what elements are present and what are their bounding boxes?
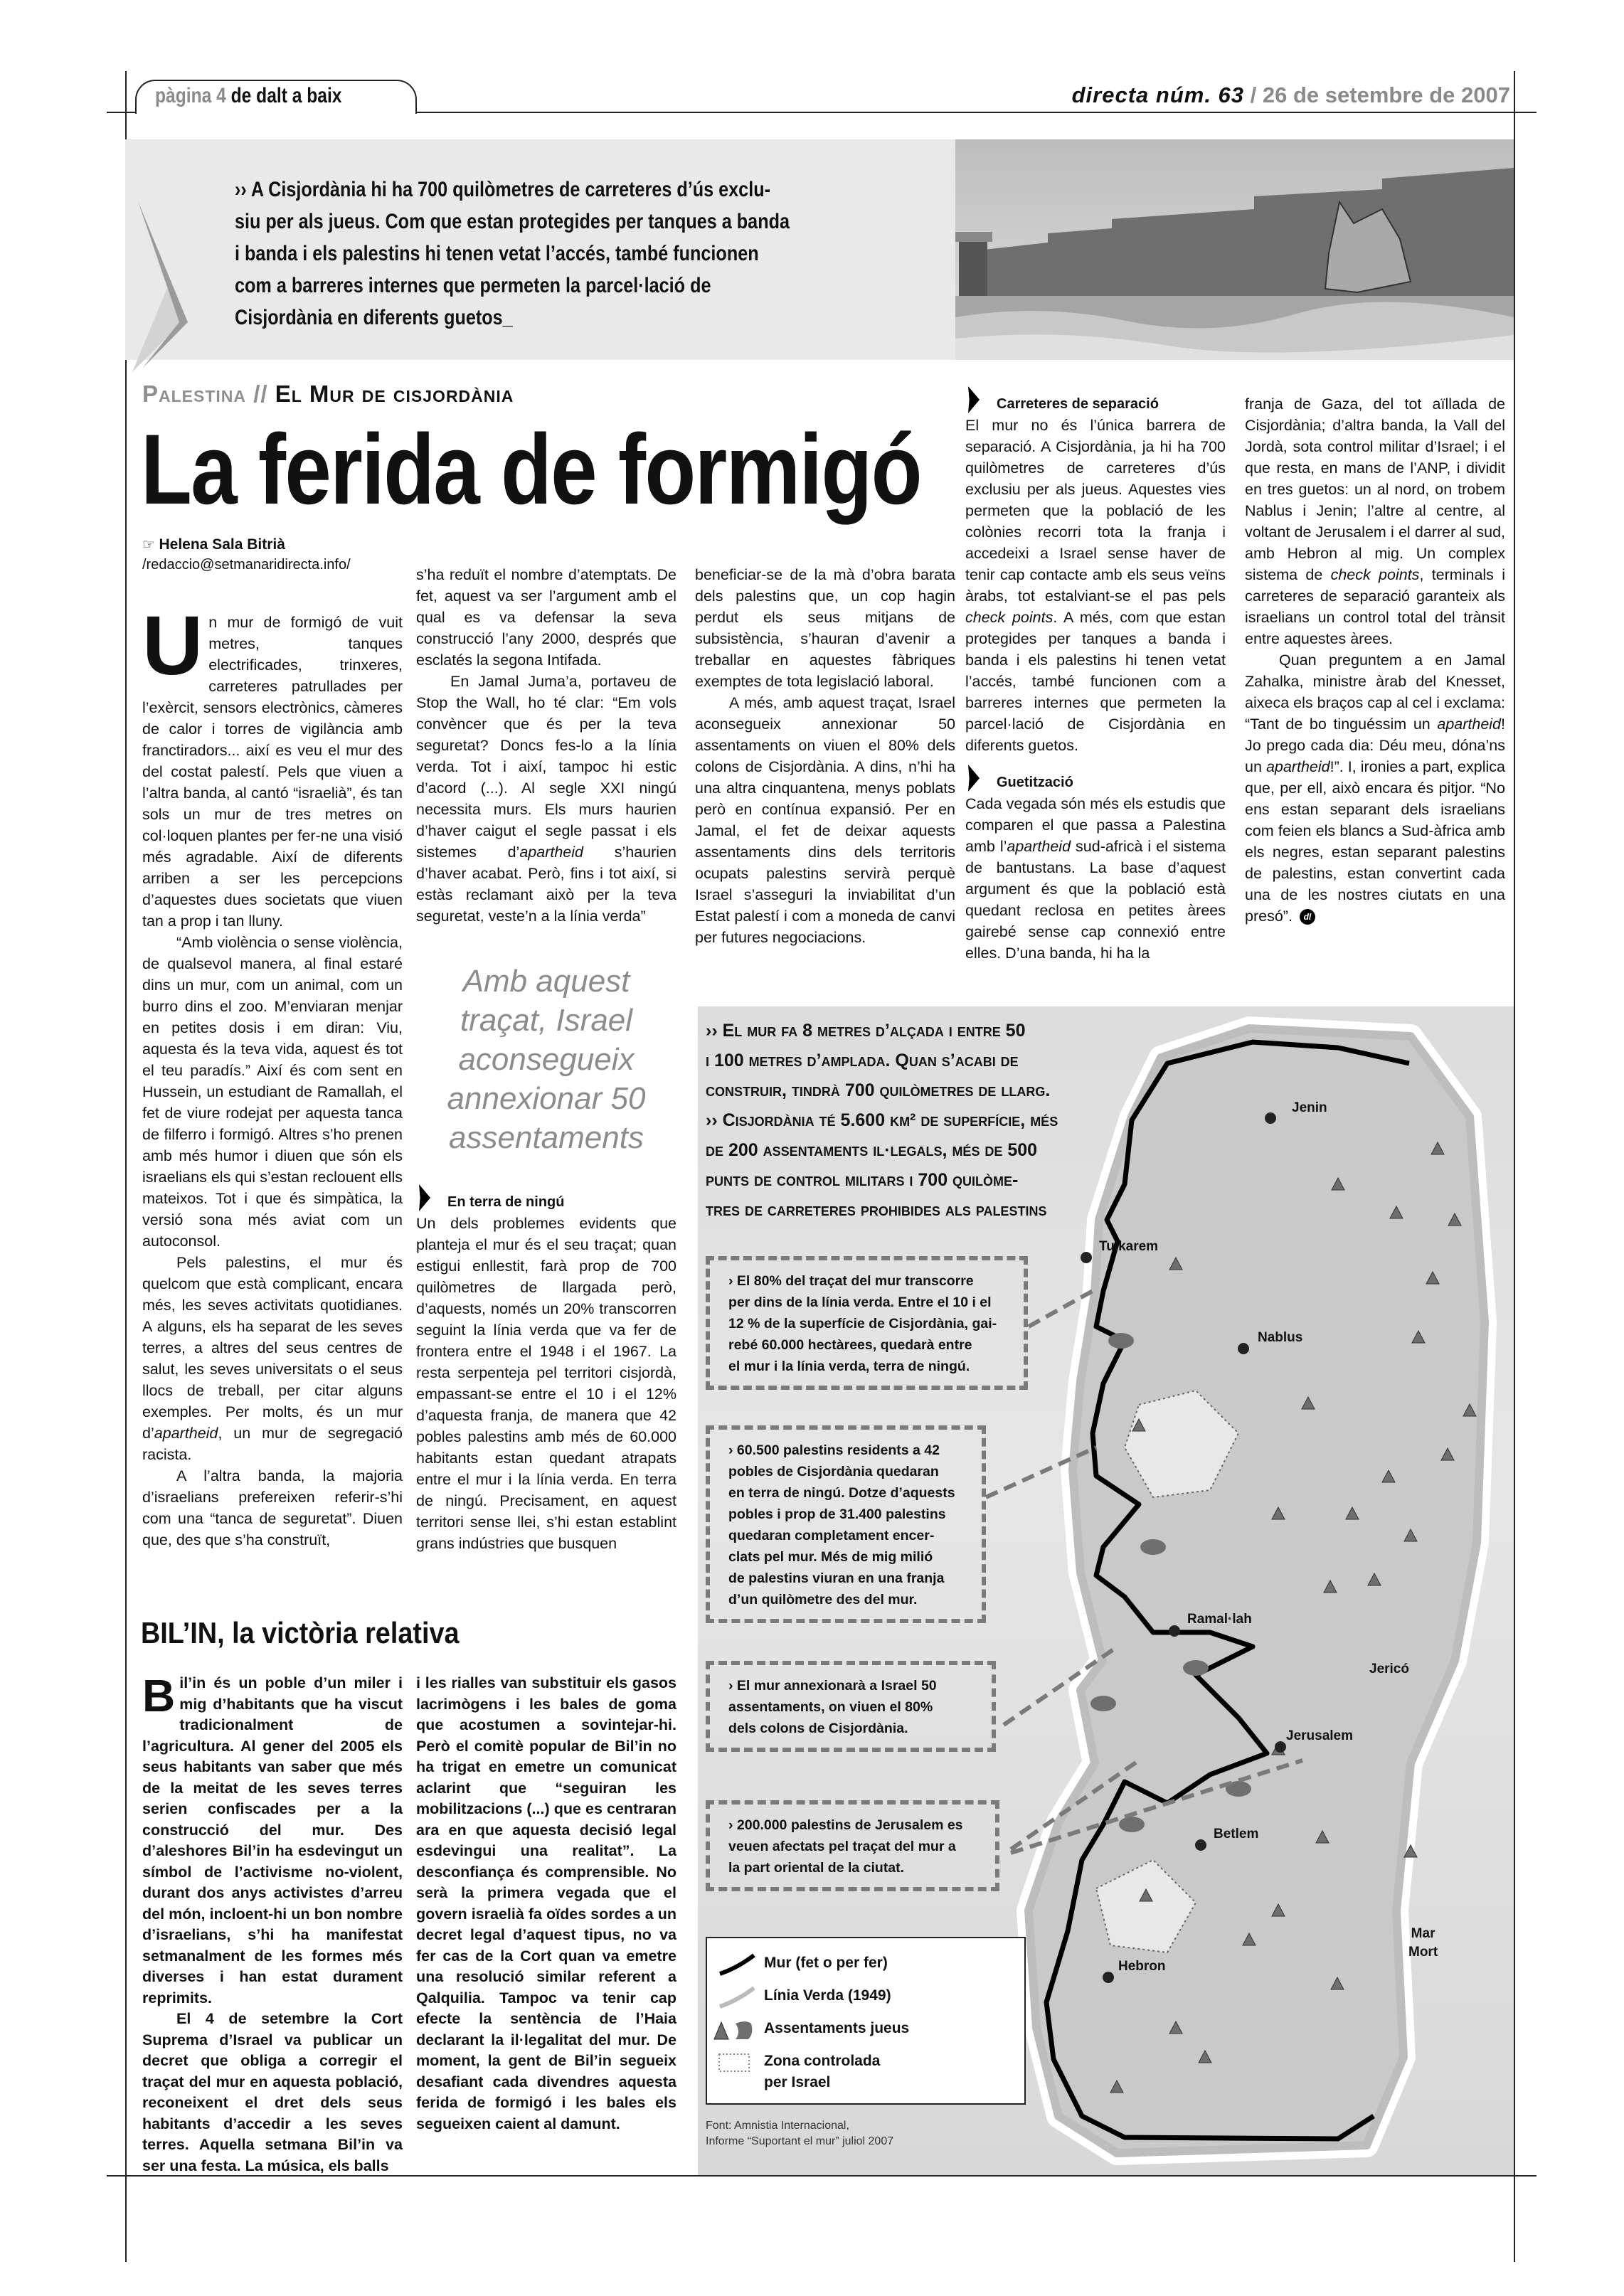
body-paragraph <box>142 1670 403 2009</box>
map-headline-line: punts de control militars i 700 quilòme- <box>706 1170 1019 1190</box>
body-paragraph <box>695 692 955 948</box>
body-paragraph <box>142 932 403 1252</box>
page-label <box>155 84 342 108</box>
city-label: Betlem <box>1214 1827 1259 1841</box>
text-run: ! Jo prego cada dia: Déu meu, dóna’ns un <box>1245 716 1505 775</box>
body-paragraph <box>965 793 1226 964</box>
italic-term: apartheid <box>1437 716 1502 733</box>
text-run: El mur no és l’única barrera de separació. A Cisjordània, ja hi ha 700 quilòmetres de carreteres d’ús exclusiu per als jueus. Aquestes vies permeten que la població de les colònies recorri tota la franja i accedeixi a Israel sense haver de tenir cap contacte amb els seus veïns àrabs, tot estalviant-se el pas pels <box>965 417 1226 605</box>
callout-line: › El 80% del traçat del mur transcorre <box>728 1273 974 1289</box>
city-dot <box>1103 1972 1114 1983</box>
author-name: Helena Sala Bitrià <box>159 536 285 553</box>
callout-line: rebé 60.000 hectàrees, quedarà entre <box>728 1337 972 1353</box>
italic-term: check points <box>1330 566 1420 583</box>
city-label: Tulkarem <box>1099 1239 1159 1254</box>
map-callout <box>706 1425 986 1623</box>
author-email: /redaccio@setmanaridirecta.info/ <box>142 557 351 573</box>
sea-label: Mar Mort <box>1408 1926 1438 1960</box>
callout-line: pobles de Cisjordània quedaran <box>728 1464 939 1479</box>
body-paragraph <box>416 1673 676 2135</box>
text-run: En Jamal Juma’a, portaveu de Stop the Wall, ho té clar: “Em vols convèncer que és per la teva seguretat? Doncs fes-lo a la línia verda. Tot i així, tampoc hi estic d’acord (...). Al segle XXI ningú necessita murs. Els murs haurien d’haver caigut el segle passat i els sistemes d’ <box>416 673 676 861</box>
callout-line: clats pel mur. Més de mig milió <box>728 1549 933 1565</box>
end-mark-icon: dl <box>1300 909 1315 925</box>
subheading: Carreteres de separació <box>965 393 1226 415</box>
italic-term: apartheid <box>154 1425 218 1442</box>
text-run: n mur de formigó de vuit metres, tanques electrificades, trinxeres, carreteres patrullades per l’exèrcit, sensors electrònics, càmeres de calor i torres de vigilància amb franctiradors... així es veu el mur des del costat palestí. Pels que viuen a l’altra banda, al cantó “israelià”, és tan sols un mur de tres metres on col·loquen plantes per fer-ne una visió més agradable. Així de diferents arriben a ser les percepcions d’aquestes dues societats que viuen tan a prop i tan lluny. <box>142 614 403 930</box>
section-name: de dalt a baix <box>230 84 342 107</box>
body-paragraph <box>142 2009 403 2177</box>
page-title: La ferida de formigó <box>141 413 921 525</box>
article-column-3 <box>695 564 955 948</box>
map-headline-line: i 100 metres d’amplada. Quan s’acabi de <box>706 1051 1019 1070</box>
callout-line: de palestins viuran en una franja <box>728 1570 945 1586</box>
article-column-5 <box>1245 393 1505 927</box>
map-callout <box>706 1661 996 1752</box>
map-headline-line: construir, tindrà 700 quilòmetres de llarg. <box>706 1080 1051 1100</box>
callout-line: quedaran completament encer- <box>728 1528 935 1543</box>
text-run: Quan preguntem a en Jamal Zahalka, ministre àrab del Knesset, aixeca els braços cap al cel i exclama: “Tant de bo tinguéssim un <box>1245 652 1505 733</box>
map-headline <box>706 1016 1058 1225</box>
article-column-2-lower <box>416 1191 676 1554</box>
text-run: . A més, com que estan protegides per tanques a banda i banda i els palestins hi tenen vetat l’accés, també funcionen com a barreres internes que permeten la parcel·lació de Cisjordània en diferents guetos. <box>965 609 1226 754</box>
city-dot <box>1169 1625 1180 1637</box>
text-run: i les rialles van substituir els gasos lacrimògens i les bales de goma que acostumen a sovintejar-hi. Però el comitè popular de Bil’in no ha trigat en emetre un comunicat aclarint que “seguiran les mobilitzacions (...) que es centraran ara en que aquesta decisió legal esdevingui una realitat”. La desconfiança és comprensible. No serà la primera vegada que el govern israelià fa oïdes sordes a un decret legal d’aquest tipus, no va fer cas de la Cort quan va emetre una resolució similar referent a Qalquilia. Tampoc va tenir cap efecte la sentència de l’Haia declarant la il·legalitat del mur. De moment, la gent de Bil’in segueix desafiant cada divendres aquesta ferida de formigó i les bales els segueixen caient al damunt. <box>416 1674 676 2132</box>
body-paragraph <box>142 599 403 932</box>
text-run: s’ha reduït el nombre d’atemptats. De fet, aquest va ser l’argument amb el qual es va defensar la seva construcció l’any 2000, després que esclatés la segona Intifada. <box>416 566 676 669</box>
drop-cap: B <box>142 1670 176 1721</box>
sidebar-title: BIL’IN, la victòria relativa <box>141 1616 460 1649</box>
callout-line: en terra de ningú. Dotze d’aquests <box>728 1485 955 1501</box>
map-headline-line: ›› Cisjordània té 5.600 km² de superfície, més <box>706 1110 1058 1130</box>
callout-line: › 60.500 palestins residents a 42 <box>728 1442 940 1458</box>
city-label: Jericó <box>1369 1662 1409 1676</box>
settlement-area <box>1108 1333 1134 1349</box>
arrow-icon <box>419 1184 430 1211</box>
issue-number: directa núm. 63 <box>1071 83 1245 107</box>
settlement-area <box>1183 1660 1209 1676</box>
callout-line: 12 % de la superfície de Cisjordània, gai- <box>728 1316 997 1332</box>
drop-cap: U <box>142 599 203 693</box>
subheading: Guetització <box>965 772 1226 793</box>
banner-line: com a barreres internes que permeten la parcel·lació de <box>235 274 711 297</box>
text-run: A l’altra banda, la majoria d’israelians prefereixen referir-s’hi com una “tanca de seguretat”. Diuen que, des que s’ha construït, <box>142 1467 403 1548</box>
callout-line: veuen afectats pel traçat del mur a <box>728 1839 956 1854</box>
settlement-area <box>1119 1817 1145 1832</box>
city-dot <box>1081 1252 1092 1263</box>
page-number: pàgina 4 <box>155 84 226 107</box>
banner-line: ›› A Cisjordània hi ha 700 quilòmetres de carreteres d’ús exclu- <box>235 178 770 201</box>
left-margin-rule <box>125 71 127 2262</box>
sidebar-column-1 <box>142 1670 403 2177</box>
kicker <box>142 381 514 408</box>
map-headline-line: ›› El mur fa 8 metres d’alçada i entre 50 <box>706 1021 1026 1041</box>
map-legend: Mur (fet o per fer) Línia Verda (1949) Assentaments jueus Zona controlada per Israel <box>706 1937 1026 2105</box>
text-run: , terminals i carreteres de separació garanteix als israelians un control total del trànsit entre aquestes àrees. <box>1245 566 1506 647</box>
callout-line: la part oriental de la ciutat. <box>728 1860 905 1876</box>
text-run: Pels palestins, el mur és quelcom que està complicant, encara més, les seves activitats quotidianes. A alguns, els ha separat de les seves terres, a altres del seus centres de salut, les seves universitats o el seus llocs de treball, per citar alguns exemples. Per molts, és un mur d’ <box>142 1254 403 1442</box>
city-label: Nablus <box>1258 1330 1303 1345</box>
italic-term: check points <box>965 609 1054 626</box>
city-dot <box>1238 1343 1249 1354</box>
text-run: sud-africà i el sistema de bantustans. La base d’aquest argument és que la població està quedant reclosa en petites àrees gairebé sense cap connexió entre elles. D’una banda, hi ha la <box>965 838 1226 962</box>
body-paragraph <box>1245 649 1505 927</box>
hand-pointer-icon: ☞ <box>142 537 155 553</box>
chevron-right-icon <box>132 201 196 372</box>
kicker-topic: El Mur de cisjordània <box>275 381 514 407</box>
body-paragraph <box>142 1252 403 1465</box>
body-paragraph <box>416 564 676 671</box>
banner-text <box>235 174 790 334</box>
pull-quote: Amb aquest traçat, Israel aconsegueix annexionar 50 assentaments <box>447 964 646 1155</box>
banner-line: Cisjordània en diferents guetos_ <box>235 306 513 329</box>
settlement-area <box>1140 1539 1166 1555</box>
kicker-separator: // <box>253 381 268 407</box>
text-run: franja de Gaza, del tot aïllada de Cisjordània; d’altra banda, la Vall del Jordà, sota control militar d’Israel; i el que resta, en mans de l’ANP, i dividit en tres guetos: un al nord, on trobem Nablus i Jenin; l’altre al centre, al voltant de Jerusalem i el darrer al sud, amb Hebron al mig. Un complex sistema de <box>1245 395 1505 583</box>
callout-line: dels colons de Cisjordània. <box>728 1721 908 1736</box>
city-dot <box>1195 1839 1206 1851</box>
article-column-4 <box>965 393 1226 964</box>
controlled-zone-icon <box>717 2051 753 2075</box>
settlement-icon <box>713 2018 755 2042</box>
callout-line: el mur i la línia verda, terra de ningú. <box>728 1359 970 1374</box>
green-line-icon <box>717 1985 756 2009</box>
map-headline-line: de 200 assentaments il·legals, més de 500 <box>706 1140 1038 1160</box>
map-callout <box>706 1800 999 1891</box>
callout-line: › 200.000 palestins de Jerusalem es <box>728 1817 963 1833</box>
body-paragraph <box>142 1465 403 1551</box>
text-run: il’in és un poble d’un miler i mig d’habitants que ha viscut tradicionalment de l’agricultura. Al gener del 2005 els seus habitants van saber que més de la meitat de les seves terres serien confiscades per a la construcció del mur. Des d’aleshores Bil’in ha esdevingut un símbol de l’activisme no-violent, durant dos anys activistes d’arreu del món, incloent-hi un bon nombre d’israelians, s’hi ha manifestat setmanalment de les formes més diverses i han estat durament reprimits. <box>142 1674 403 2007</box>
subheading: En terra de ningú <box>416 1191 676 1213</box>
text-run: , un mur de segregació racista. <box>142 1425 403 1463</box>
settlement-area <box>1090 1696 1116 1711</box>
text-run: El 4 de setembre la Cort Suprema d’Israel va publicar un decret que obliga a corregir el traçat del mur en aquesta població, reconeixent el dret dels seus habitants d’accedir a les seves terres. Aquella setmana Bil’in va ser una festa. La música, els balls <box>142 2010 403 2174</box>
text-run: Un dels problemes evidents que planteja el mur és el seu traçat; quan estigui enllestit, farà prop de 700 quilòmetres de llargada però, d’aquests, només un 20% transcorren seguint la línia verda que va fer de frontera entre el 1948 i el 1967. La resta serpenteja pel territori cisjordà, empassant-se entre el 10 i el 12% d’aquesta franja, de manera que 42 pobles palestins amb més de 60.000 habitants estan quedant atrapats entre el mur i la línia verda. En terra de ningú. Precisament, en aquest territori sense llei, s’hi estan establint grans indústries que busquen <box>416 1215 676 1552</box>
arrow-icon <box>968 386 980 413</box>
map-source: Font: Amnistia Internacional, Informe “Suportant el mur” juliol 2007 <box>706 2120 894 2147</box>
text-run: !”. I, ironies a part, explica que, per ell, això encara és pitjor. “No ens estan separant dels israelians com feien els blancs a Sud-àfrica amb els negres, estan separant palestins de palestins, estan convertint cada una de les nostres ciutats en una presó”. <box>1245 758 1505 925</box>
text-run: A més, amb aquest traçat, Israel aconsegueix annexionar 50 assentaments on viuen el 80% dels colons de Cisjordània. A dins, n’hi ha una altra cinquantena, menys poblats però en contínua expansió. Per en Jamal, el fet de deixar aquests assentaments dins dels territoris ocupats palestins servirà perquè Israel s’asseguri la inviabilitat d’un Estat palestí i com a moneda de canvi per futures negociacions. <box>695 694 955 946</box>
map-headline-line: tres de carreteres prohibides als palestins <box>706 1200 1047 1220</box>
right-margin-rule <box>1514 71 1515 2262</box>
kicker-section: Palestina <box>142 381 247 407</box>
text-run: Cada vegada són més els estudis que comparen el que passa a Palestina amb l’ <box>965 795 1226 855</box>
city-label: Jerusalem <box>1286 1728 1354 1743</box>
body-paragraph <box>965 415 1226 756</box>
city-dot <box>1275 1741 1286 1753</box>
text-run: s’haurien d’haver acabat. Però, fins i tot així, si estàs reclamant això per la teva seguretat, veste’n a la línia verda” <box>416 844 676 925</box>
callout-line: pobles i prop de 31.400 palestins <box>728 1506 946 1522</box>
body-paragraph <box>1245 393 1505 649</box>
city-dot <box>1265 1112 1276 1124</box>
wall-photo <box>955 139 1514 360</box>
callout-line: assentaments, on viuen el 80% <box>728 1699 933 1715</box>
callout-line: › El mur annexionarà a Israel 50 <box>728 1678 937 1694</box>
wall-line-icon <box>717 1952 756 1977</box>
body-paragraph <box>416 1213 676 1554</box>
callout-line: per dins de la línia verda. Entre el 10 i el <box>728 1295 992 1310</box>
text-run: beneficiar-se de la mà d’obra barata dels palestins que, un cop hagin perdut els seus mitjans de subsistència, s’hauran d’avenir a treballar en aquestes fàbriques exemptes de tota legislació laboral. <box>695 566 955 690</box>
issue-info <box>1072 83 1510 108</box>
body-paragraph <box>416 671 676 927</box>
byline <box>142 535 351 575</box>
city-label: Ramal·lah <box>1187 1612 1252 1627</box>
banner-line: siu per als jueus. Com que estan protegides per tanques a banda <box>235 210 790 233</box>
article-column-2 <box>416 564 676 927</box>
callout-line: d’un quilòmetre des del mur. <box>728 1592 918 1607</box>
italic-term: apartheid <box>1007 838 1071 855</box>
banner-line: i banda i els palestins hi tenen vetat l’accés, també funcionen <box>235 242 759 265</box>
italic-term: apartheid <box>1265 758 1330 775</box>
sidebar-column-2 <box>416 1673 676 2135</box>
issue-date: / 26 de setembre de 2007 <box>1250 83 1510 107</box>
map-callout <box>706 1256 1028 1390</box>
article-column-1 <box>142 599 403 1551</box>
text-run: “Amb violència o sense violència, de qualsevol manera, al final estaré dins un mur, com un animal, com un burro dins el zoo. M’enviaran menjar en petites dosis i em diran: Viu, aquesta és la teva vida, aquest és tot el teu paradís.” Així és com sent en Hussein, un estudiant de Ramallah, el fet de viure rodejat per aquesta tanca de filferro i formigó. Altres s’ho prenen amb més humor i diuen que són els israelians els qui s’estan reclouent ells mateixos. Tot i que és simpàtica, la versió sona més aviat com un autoconsol. <box>142 934 403 1250</box>
italic-term: apartheid <box>519 844 583 861</box>
body-paragraph <box>695 564 955 692</box>
city-label: Jenin <box>1292 1100 1327 1115</box>
city-label: Hebron <box>1118 1959 1166 1974</box>
